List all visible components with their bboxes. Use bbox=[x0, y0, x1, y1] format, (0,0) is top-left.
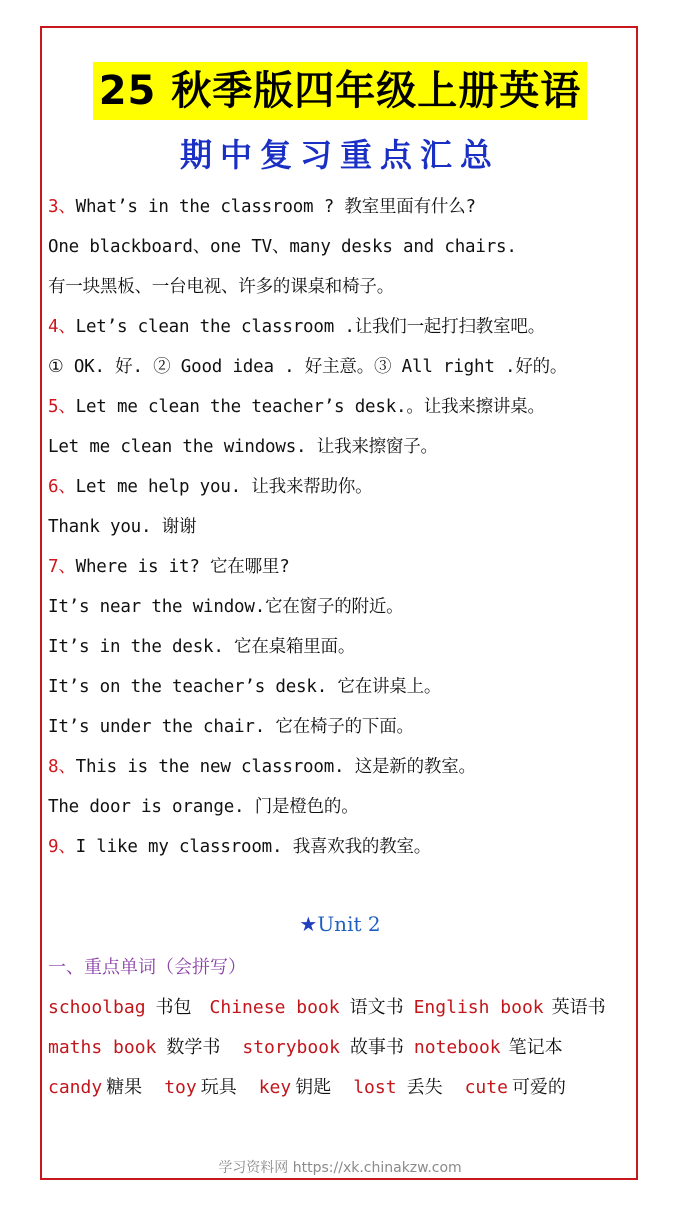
vocab-word: schoolbag bbox=[48, 997, 146, 1018]
vocab-meaning: 丢失 bbox=[406, 1077, 443, 1098]
text-line bbox=[48, 713, 414, 738]
item-number: 8、 bbox=[48, 757, 76, 777]
text-line bbox=[48, 753, 476, 778]
text-line bbox=[48, 273, 394, 298]
text-line bbox=[48, 793, 359, 818]
text-line bbox=[48, 473, 372, 498]
item-number: 5、 bbox=[48, 397, 76, 417]
text-line bbox=[48, 193, 476, 218]
footer-watermark: 学习资料网 https://xk.chinakzw.com bbox=[218, 1160, 462, 1176]
line-text: ① OK. 好. ② Good idea . 好主意。③ All right .好的。 bbox=[48, 357, 568, 377]
vocab-meaning: 钥匙 bbox=[295, 1077, 332, 1098]
unit-title: Unit 2 bbox=[317, 912, 381, 936]
text-line bbox=[48, 433, 438, 458]
vocab-row bbox=[48, 993, 606, 1019]
text-line bbox=[48, 393, 545, 418]
vocab-word: toy bbox=[164, 1077, 197, 1098]
vocab-meaning: 书包 bbox=[155, 997, 192, 1018]
text-line bbox=[48, 313, 545, 338]
line-text: It’s near the window.它在窗子的附近。 bbox=[48, 597, 404, 617]
vocab-meaning: 可爱的 bbox=[511, 1077, 566, 1098]
text-line bbox=[48, 633, 355, 658]
vocab-word: key bbox=[258, 1077, 292, 1098]
text-line bbox=[48, 353, 567, 378]
item-number: 3、 bbox=[48, 197, 76, 217]
vocab-meaning: 笔记本 bbox=[508, 1037, 563, 1058]
line-text: I like my classroom. 我喜欢我的教室。 bbox=[75, 837, 432, 857]
unit-heading bbox=[0, 912, 680, 936]
line-text: 有一块黑板、一台电视、许多的课桌和椅子。 bbox=[48, 277, 394, 297]
item-number: 7、 bbox=[48, 557, 76, 577]
vocab-meaning: 英语书 bbox=[551, 997, 606, 1018]
vocab-word: notebook bbox=[413, 1037, 501, 1058]
line-text: This is the new classroom. 这是新的教室。 bbox=[75, 757, 476, 777]
star-icon: ★ bbox=[299, 912, 318, 936]
line-text: It’s on the teacher’s desk. 它在讲桌上。 bbox=[48, 677, 442, 697]
line-text: Let’s clean the classroom .让我们一起打扫教室吧。 bbox=[75, 317, 546, 337]
text-line bbox=[48, 233, 517, 258]
text-line bbox=[48, 593, 403, 618]
line-text: It’s under the chair. 它在椅子的下面。 bbox=[48, 717, 414, 737]
item-number: 6、 bbox=[48, 477, 76, 497]
vocab-meaning: 故事书 bbox=[349, 1037, 404, 1058]
page-subtitle: 期中复习重点汇总 bbox=[179, 136, 500, 174]
text-line bbox=[48, 553, 290, 578]
text-line bbox=[48, 833, 431, 858]
line-text: Thank you. 谢谢 bbox=[48, 517, 197, 537]
vocab-meaning: 玩具 bbox=[200, 1077, 237, 1098]
vocab-word: cute bbox=[464, 1077, 508, 1098]
item-number: 9、 bbox=[48, 837, 76, 857]
vocab-word: Chinese book bbox=[209, 997, 340, 1018]
title-banner bbox=[0, 62, 680, 120]
vocab-word: lost bbox=[353, 1077, 397, 1098]
item-number: 4、 bbox=[48, 317, 76, 337]
vocab-word: storybook bbox=[242, 1037, 340, 1058]
line-text: Let me clean the teacher’s desk.。让我来擦讲桌。 bbox=[75, 397, 545, 417]
page-title: 25 秋季版四年级上册英语 bbox=[93, 62, 588, 120]
vocab-meaning: 数学书 bbox=[166, 1037, 221, 1058]
line-text: The door is orange. 门是橙色的。 bbox=[48, 797, 359, 817]
section-title: 一、重点单词（会拼写） bbox=[48, 957, 246, 978]
vocab-word: English book bbox=[413, 997, 544, 1018]
vocab-meaning: 语文书 bbox=[349, 997, 404, 1018]
vocab-row bbox=[48, 1073, 566, 1099]
vocab-meaning: 糖果 bbox=[106, 1077, 143, 1098]
vocab-word: candy bbox=[48, 1077, 103, 1098]
line-text: Where is it? 它在哪里? bbox=[75, 557, 290, 577]
vocab-word: maths book bbox=[48, 1037, 157, 1058]
line-text: Let me clean the windows. 让我来擦窗子。 bbox=[48, 437, 438, 457]
line-text: One blackboard、one TV、many desks and chairs. bbox=[48, 237, 517, 257]
text-line bbox=[48, 673, 441, 698]
text-line bbox=[48, 513, 196, 538]
vocab-row bbox=[48, 1033, 563, 1059]
line-text: It’s in the desk. 它在桌箱里面。 bbox=[48, 637, 356, 657]
line-text: Let me help you. 让我来帮助你。 bbox=[75, 477, 373, 497]
line-text: What’s in the classroom ? 教室里面有什么? bbox=[75, 197, 476, 217]
